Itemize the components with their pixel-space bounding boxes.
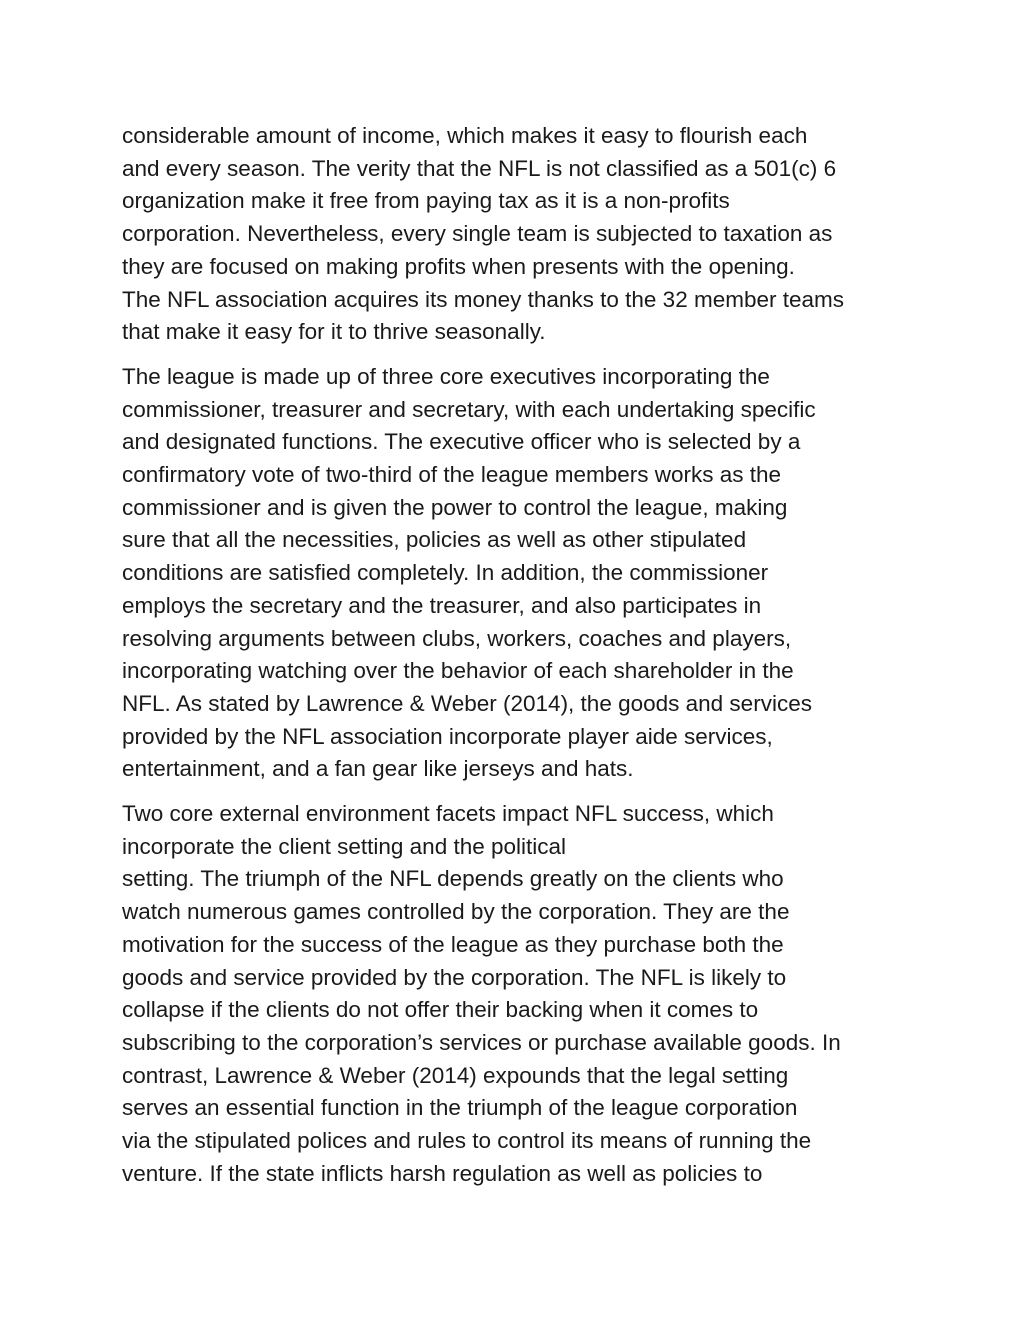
text-line: sure that all the necessities, policies as well as other stipulated — [122, 527, 747, 553]
text-line: they are focused on making profits when presents with the opening. — [122, 253, 795, 279]
text-line: venture. If the state inflicts harsh regulation as well as policies to — [122, 1160, 763, 1186]
text-line: corporation. Nevertheless, every single team is subjected to taxation as — [122, 221, 833, 247]
text-line: The NFL association acquires its money thanks to the 32 member teams — [122, 286, 844, 312]
paragraph-league-executives — [122, 361, 912, 786]
text-line: considerable amount of income, which makes it easy to flourish each — [122, 123, 808, 148]
text-line: watch numerous games controlled by the corporation. They are the — [122, 899, 790, 925]
text-line: resolving arguments between clubs, workers, coaches and players, — [122, 625, 792, 651]
text-line: The league is made up of three core executives incorporating the — [122, 363, 770, 389]
text-line: subscribing to the corporation’s services or purchase available goods. In — [122, 1029, 841, 1055]
text-line: entertainment, and a fan gear like jerseys and hats. — [122, 756, 634, 782]
text-line: via the stipulated polices and rules to control its means of running the — [122, 1128, 812, 1154]
text-line: NFL. As stated by Lawrence & Weber (2014), the goods and services — [122, 690, 812, 716]
text-line: and every season. The verity that the NFL is not classified as a 501(c) 6 — [122, 155, 837, 181]
document-body — [122, 120, 912, 1203]
paragraph-external-environment — [122, 798, 912, 1190]
text-line: conditions are satisfied completely. In addition, the commissioner — [122, 560, 769, 586]
text-line: organization make it free from paying tax as it is a non-profits — [122, 188, 730, 214]
text-line: incorporating watching over the behavior of each shareholder in the — [122, 658, 794, 684]
text-line: employs the secretary and the treasurer, and also participates in — [122, 592, 762, 618]
text-line: provided by the NFL association incorporate player aide services, — [122, 723, 773, 749]
text-line: commissioner, treasurer and secretary, with each undertaking specific — [122, 396, 816, 422]
text-line: contrast, Lawrence & Weber (2014) expounds that the legal setting — [122, 1062, 789, 1088]
paragraph-nfl-income — [122, 120, 912, 349]
text-line: incorporate the client setting and the political — [122, 833, 567, 859]
text-line: setting. The triumph of the NFL depends greatly on the clients who — [122, 866, 784, 892]
text-line: Two core external environment facets impact NFL success, which — [122, 801, 774, 827]
text-line: and designated functions. The executive officer who is selected by a — [122, 429, 801, 455]
text-line: goods and service provided by the corporation. The NFL is likely to — [122, 964, 787, 990]
text-line: serves an essential function in the triumph of the league corporation — [122, 1095, 798, 1121]
text-line: collapse if the clients do not offer their backing when it comes to — [122, 997, 759, 1023]
text-line: confirmatory vote of two-third of the league members works as the — [122, 462, 782, 488]
text-line: commissioner and is given the power to control the league, making — [122, 494, 788, 520]
text-line: motivation for the success of the league as they purchase both the — [122, 931, 784, 957]
text-line: that make it easy for it to thrive seasonally. — [122, 319, 546, 345]
